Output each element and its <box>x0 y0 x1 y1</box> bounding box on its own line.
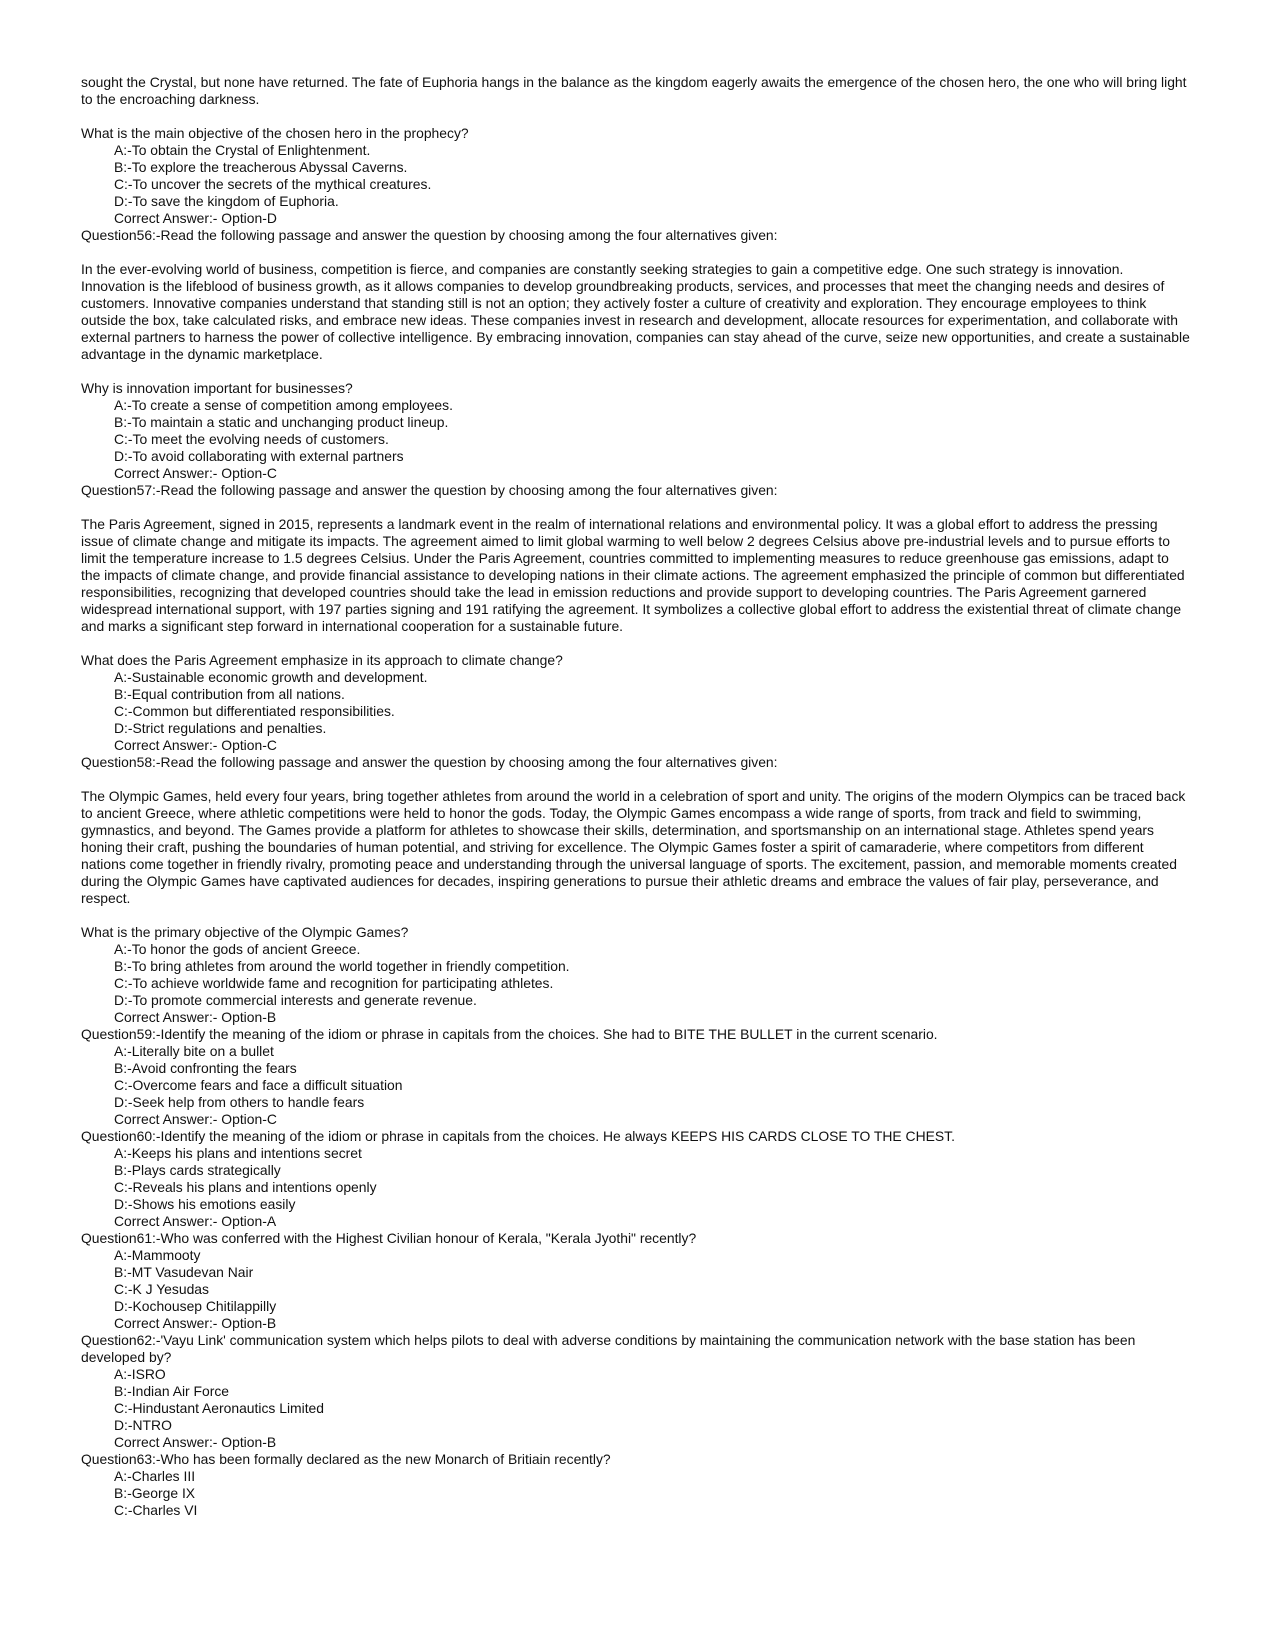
option-a: A:-Mammooty <box>114 1247 201 1263</box>
passage-tail: sought the Crystal, but none have returned. The fate of Euphoria hangs in the balance as the kingdom eagerly awaits the emergence of the chosen hero, the one who will bring light to the encroaching darkness. <box>81 74 1187 107</box>
option-a: A:-To honor the gods of ancient Greece. <box>114 941 361 957</box>
option-d: D:-Shows his emotions easily <box>114 1196 296 1212</box>
option-d: D:-Kochousep Chitilappilly <box>114 1298 277 1314</box>
option-b: B:-To bring athletes from around the world together in friendly competition. <box>114 958 570 974</box>
option-a: A:-Literally bite on a bullet <box>114 1043 274 1059</box>
option-c: C:-Hindustant Aeronautics Limited <box>114 1400 325 1416</box>
question-stem: Question63:-Who has been formally declared as the new Monarch of Britiain recently? <box>81 1451 611 1467</box>
option-a: A:-Sustainable economic growth and development. <box>114 669 428 685</box>
document-page <box>81 74 1191 1519</box>
option-b: B:-MT Vasudevan Nair <box>114 1264 254 1280</box>
option-c: C:-Reveals his plans and intentions openly <box>114 1179 377 1195</box>
option-c: C:-Common but differentiated responsibilities. <box>114 703 395 719</box>
question-text: What does the Paris Agreement emphasize in its approach to climate change? <box>81 652 563 668</box>
passage: The Paris Agreement, signed in 2015, represents a landmark event in the realm of international relations and environmental policy. It was a global effort to address the pressing issue of climate change and mitigate its impacts. The agreement aimed to limit global warming to well below 2 degrees Celsius above pre-industrial levels and to pursue efforts to limit the temperature increase to 1.5 degrees Celsius. Under the Paris Agreement, countries committed to implementing measures to reduce greenhouse gas emissions, adapt to the impacts of climate change, and provide financial assistance to developing nations in their climate actions. The agreement emphasized the principle of common but differentiated responsibilities, recognizing that developed countries should take the lead in emission reductions and provide support to developing countries. The Paris Agreement garnered widespread international support, with 197 parties signing and 191 ratifying the agreement. It symbolizes a collective global effort to address the existential threat of climate change and marks a significant step forward in international cooperation for a sustainable future. <box>81 516 1185 634</box>
correct-answer: Correct Answer:- Option-C <box>114 465 277 481</box>
option-d: D:-To avoid collaborating with external partners <box>114 448 404 464</box>
correct-answer: Correct Answer:- Option-B <box>114 1315 277 1331</box>
option-c: C:-To meet the evolving needs of customers. <box>114 431 389 447</box>
question-stem: Question62:-'Vayu Link' communication system which helps pilots to deal with adverse conditions by maintaining the communication network with the base station has been developed by? <box>81 1332 1136 1365</box>
question-stem: Question56:-Read the following passage and answer the question by choosing among the four alternatives given: <box>81 227 778 243</box>
question-block-58 <box>81 754 1191 1026</box>
question-block-56 <box>81 227 1191 482</box>
correct-answer: Correct Answer:- Option-A <box>114 1213 277 1229</box>
question-block-55 <box>81 74 1191 227</box>
option-a: A:-Charles III <box>114 1468 196 1484</box>
question-block-57 <box>81 482 1191 754</box>
option-b: B:-To explore the treacherous Abyssal Caverns. <box>114 159 408 175</box>
question-block-61 <box>81 1230 1191 1332</box>
option-a: A:-To obtain the Crystal of Enlightenment. <box>114 142 371 158</box>
question-stem: Question57:-Read the following passage and answer the question by choosing among the four alternatives given: <box>81 482 778 498</box>
question-text: What is the primary objective of the Olympic Games? <box>81 924 409 940</box>
question-stem: Question60:-Identify the meaning of the idiom or phrase in capitals from the choices. He always KEEPS HIS CARDS CLOSE TO THE CHEST. <box>81 1128 955 1144</box>
correct-answer: Correct Answer:- Option-C <box>114 737 277 753</box>
question-text: Why is innovation important for businesses? <box>81 380 353 396</box>
correct-answer: Correct Answer:- Option-C <box>114 1111 277 1127</box>
question-block-62 <box>81 1332 1191 1451</box>
question-text: What is the main objective of the chosen hero in the prophecy? <box>81 125 469 141</box>
question-stem: Question59:-Identify the meaning of the idiom or phrase in capitals from the choices. She had to BITE THE BULLET in the current scenario. <box>81 1026 938 1042</box>
option-d: D:-Strict regulations and penalties. <box>114 720 327 736</box>
option-c: C:-Overcome fears and face a difficult situation <box>114 1077 403 1093</box>
option-b: B:-Avoid confronting the fears <box>114 1060 297 1076</box>
question-stem: Question61:-Who was conferred with the Highest Civilian honour of Kerala, "Kerala Jyothi" recently? <box>81 1230 697 1246</box>
option-d: D:-To save the kingdom of Euphoria. <box>114 193 339 209</box>
option-c: C:-To achieve worldwide fame and recognition for participating athletes. <box>114 975 554 991</box>
option-b: B:-Indian Air Force <box>114 1383 230 1399</box>
correct-answer: Correct Answer:- Option-B <box>114 1009 277 1025</box>
passage: In the ever-evolving world of business, competition is fierce, and companies are constantly seeking strategies to gain a competitive edge. One such strategy is innovation. Innovation is the lifeblood of business growth, as it allows companies to develop groundbreaking products, services, and processes that meet the changing needs and desires of customers. Innovative companies understand that standing still is not an option; they actively foster a culture of creativity and exploration. They encourage employees to think outside the box, take calculated risks, and embrace new ideas. These companies invest in research and development, allocate resources for experimentation, and collaborate with external partners to harness the power of collective intelligence. By embracing innovation, companies can stay ahead of the curve, seize new opportunities, and create a sustainable advantage in the dynamic marketplace. <box>81 261 1190 362</box>
option-d: D:-To promote commercial interests and generate revenue. <box>114 992 477 1008</box>
question-block-60 <box>81 1128 1191 1230</box>
option-d: D:-NTRO <box>114 1417 172 1433</box>
option-a: A:-ISRO <box>114 1366 166 1382</box>
option-c: C:-K J Yesudas <box>114 1281 209 1297</box>
question-block-59 <box>81 1026 1191 1128</box>
question-stem: Question58:-Read the following passage and answer the question by choosing among the four alternatives given: <box>81 754 778 770</box>
option-b: B:-Plays cards strategically <box>114 1162 281 1178</box>
option-d: D:-Seek help from others to handle fears <box>114 1094 365 1110</box>
correct-answer: Correct Answer:- Option-B <box>114 1434 277 1450</box>
option-c: C:-Charles VI <box>114 1502 198 1518</box>
passage: The Olympic Games, held every four years, bring together athletes from around the world in a celebration of sport and unity. The origins of the modern Olympics can be traced back to ancient Greece, where athletic competitions were held to honor the gods. Today, the Olympic Games encompass a wide range of sports, from track and field to swimming, gymnastics, and beyond. The Games provide a platform for athletes to showcase their skills, determination, and sportsmanship on an international stage. Athletes spend years honing their craft, pushing the boundaries of human potential, and striving for excellence. The Olympic Games foster a spirit of camaraderie, where competitors from different nations come together in friendly rivalry, promoting peace and understanding through the universal language of sports. The excitement, passion, and memorable moments created during the Olympic Games have captivated audiences for decades, inspiring generations to pursue their athletic dreams and embrace the values of fair play, perseverance, and respect. <box>81 788 1186 906</box>
question-block-63 <box>81 1451 1191 1519</box>
option-b: B:-Equal contribution from all nations. <box>114 686 345 702</box>
option-b: B:-George IX <box>114 1485 196 1501</box>
option-c: C:-To uncover the secrets of the mythical creatures. <box>114 176 432 192</box>
option-b: B:-To maintain a static and unchanging product lineup. <box>114 414 449 430</box>
option-a: A:-Keeps his plans and intentions secret <box>114 1145 362 1161</box>
correct-answer: Correct Answer:- Option-D <box>114 210 277 226</box>
option-a: A:-To create a sense of competition among employees. <box>114 397 453 413</box>
